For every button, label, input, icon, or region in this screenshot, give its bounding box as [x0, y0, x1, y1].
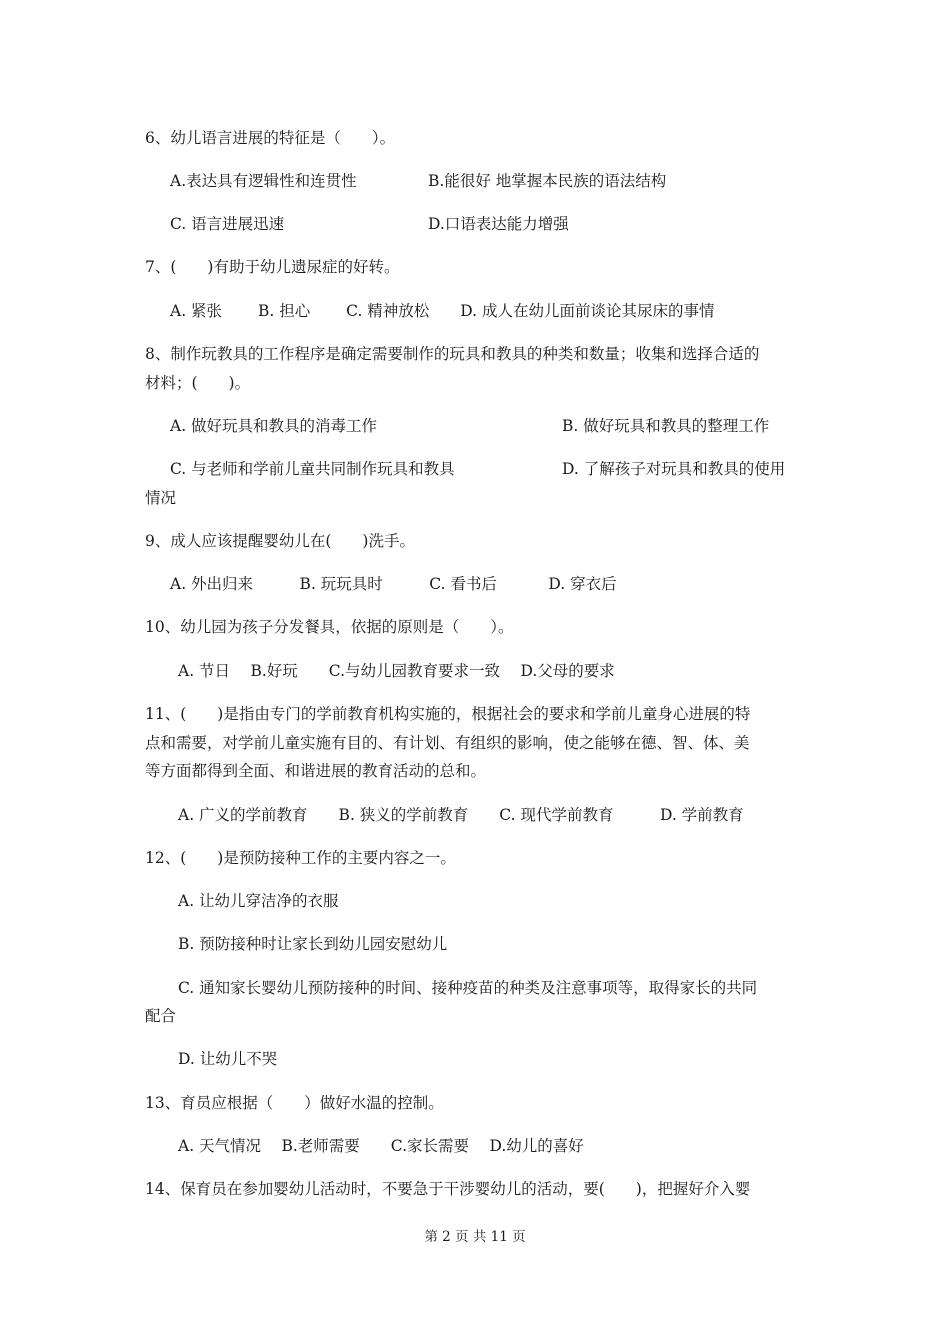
- question-7-stem: 7、( )有助于幼儿遗尿症的好转。: [145, 258, 400, 276]
- question-13-stem: 13、育员应根据（ ）做好水温的控制。: [145, 1094, 444, 1112]
- question-12-option-b: B. 预防接种时让家长到幼儿园安慰幼儿: [178, 935, 448, 953]
- question-12-stem: 12、( )是预防接种工作的主要内容之一。: [145, 849, 456, 867]
- question-12-option-a: A. 让幼儿穿洁净的衣服: [178, 892, 339, 910]
- question-6-option-d: D.口语表达能力增强: [428, 215, 569, 233]
- question-8-stem-line-1: 8、制作玩教具的工作程序是确定需要制作的玩具和教具的种类和数量；收集和选择合适的: [145, 345, 760, 363]
- question-10-stem: 10、幼儿园为孩子分发餐具，依据的原则是（ ）。: [145, 618, 514, 636]
- question-6-stem: 6、幼儿语言进展的特征是（ ）。: [145, 129, 396, 147]
- question-12-option-d: D. 让幼儿不哭: [178, 1050, 278, 1068]
- question-6-option-c: C. 语言进展迅速: [170, 215, 285, 233]
- question-12-option-c-continued: 配合: [145, 1007, 177, 1025]
- question-11-stem-line-3: 等方面都得到全面、和谐进展的教育活动的总和。: [145, 762, 487, 780]
- question-8-option-b: B. 做好玩具和教具的整理工作: [562, 417, 770, 435]
- question-12-option-c: C. 通知家长婴幼儿预防接种的时间、接种疫苗的种类及注意事项等，取得家长的共同: [178, 979, 758, 997]
- question-10-options: A. 节日 B.好玩 C.与幼儿园教育要求一致 D.父母的要求: [178, 662, 615, 680]
- question-8-option-c: C. 与老师和学前儿童共同制作玩具和教具: [170, 460, 455, 478]
- question-11-options: A. 广义的学前教育 B. 狭义的学前教育 C. 现代学前教育 D. 学前教育: [178, 806, 744, 824]
- question-11-stem-line-1: 11、( )是指由专门的学前教育机构实施的，根据社会的要求和学前儿童身心进展的特: [145, 705, 751, 723]
- question-6-option-b: B.能很好 地掌握本民族的语法结构: [428, 172, 667, 190]
- page-footer: 第 2 页 共 11 页: [424, 1229, 526, 1245]
- question-8-option-a: A. 做好玩具和教具的消毒工作: [170, 417, 378, 435]
- question-6-option-a: A.表达具有逻辑性和连贯性: [170, 172, 357, 190]
- question-8-option-d: D. 了解孩子对玩具和教具的使用: [562, 460, 786, 478]
- question-9-stem: 9、成人应该提醒婴幼儿在( )洗手。: [145, 532, 415, 550]
- question-11-stem-line-2: 点和需要，对学前儿童实施有目的、有计划、有组织的影响，使之能够在德、智、体、美: [145, 734, 750, 752]
- question-13-options: A. 天气情况 B.老师需要 C.家长需要 D.幼儿的喜好: [178, 1137, 584, 1155]
- question-8-stem-line-2: 材料；( )。: [145, 374, 251, 392]
- question-9-options: A. 外出归来 B. 玩玩具时 C. 看书后 D. 穿衣后: [170, 575, 617, 593]
- question-8-option-d-continued: 情况: [145, 489, 177, 507]
- question-7-options: A. 紧张 B. 担心 C. 精神放松 D. 成人在幼儿面前谈论其尿床的事情: [170, 302, 715, 320]
- question-14-stem: 14、保育员在参加婴幼儿活动时，不要急于干涉婴幼儿的活动，要( )，把握好介入婴: [145, 1180, 751, 1198]
